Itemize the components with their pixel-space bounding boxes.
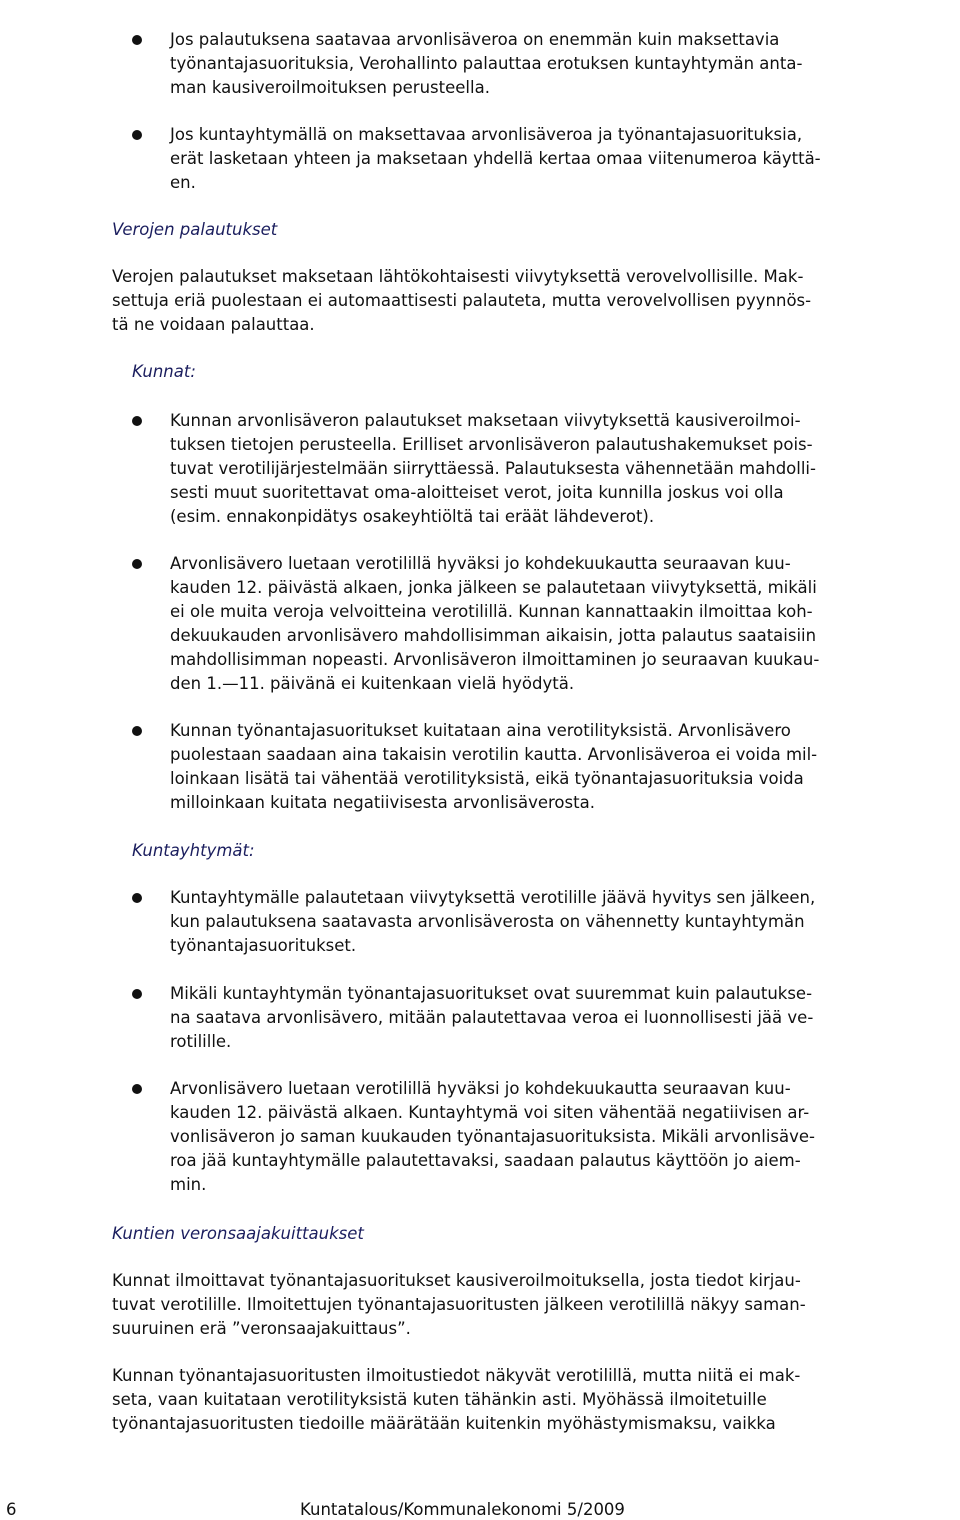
bullet-line: na saatava arvonlisävero, mitään palautettavaa veroa ei luonnollisesti jää ve- [170,1008,814,1027]
bullet-line: vonlisäveron jo saman kuukauden työnantajasuorituksista. Mikäli arvonlisäve- [170,1127,816,1146]
bullet-line: tuvat verotilijärjestelmään siirryttäessä. Palautuksesta vähennetään mahdolli- [170,459,816,478]
bullet-icon [132,130,142,140]
bullet-line: milloinkaan kuitata negatiivisesta arvonlisäverosta. [170,793,595,812]
paragraph-line: seta, vaan kuitataan verotilityksistä kuten tähänkin asti. Myöhässä ilmoitetuille [112,1390,767,1409]
subsection-heading: Kunnat: [132,362,196,381]
bullet-icon [132,726,142,736]
paragraph-line: työnantajasuoritusten tiedoille määrätään kuitenkin myöhästymismaksu, vaikka [112,1414,776,1433]
bullet-line: loinkaan lisätä tai vähentää verotilityksistä, eikä työnantajasuorituksia voida [170,769,804,788]
subsection-heading: Kuntayhtymät: [132,841,255,860]
bullet-line: sesti muut suoritettavat oma-aloitteiset verot, joita kunnilla joskus voi olla [170,483,784,502]
bullet-line: Kuntayhtymälle palautetaan viivytyksettä verotilille jäävä hyvitys sen jälkeen, [170,888,816,907]
bullet-icon [132,559,142,569]
publication-footer: Kuntatalous/Kommunalekonomi 5/2009 [300,1500,625,1519]
bullet-line: den 1.—11. päivänä ei kuitenkaan vielä hyödytä. [170,674,575,693]
paragraph-line: settuja eriä puolestaan ei automaattisesti palauteta, mutta verovelvollisen pyynnös- [112,291,812,310]
bullet-line: min. [170,1175,207,1194]
bullet-line: kauden 12. päivästä alkaen. Kuntayhtymä voi siten vähentää negatiivisen ar- [170,1103,810,1122]
bullet-line: dekuukauden arvonlisävero mahdollisimman aikaisin, jotta palautus saataisiin [170,626,817,645]
bullet-icon [132,35,142,45]
bullet-line: Jos kuntayhtymällä on maksettavaa arvonlisäveroa ja työnantajasuorituksia, [170,125,803,144]
bullet-line: roa jää kuntayhtymälle palautettavaksi, saadaan palautus käyttöön jo aiem- [170,1151,801,1170]
bullet-line: en. [170,173,196,192]
bullet-line: ei ole muita veroja velvoitteina verotilillä. Kunnan kannattaakin ilmoittaa koh- [170,602,813,621]
bullet-line: Kunnan arvonlisäveron palautukset maksetaan viivytyksettä kausiveroilmoi- [170,411,801,430]
bullet-icon [132,893,142,903]
paragraph-line: Kunnan työnantajasuoritusten ilmoitustiedot näkyvät verotilillä, mutta niitä ei mak- [112,1366,801,1385]
bullet-icon [132,1084,142,1094]
bullet-line: mahdollisimman nopeasti. Arvonlisäveron ilmoittaminen jo seuraavan kuukau- [170,650,820,669]
bullet-line: man kausiveroilmoituksen perusteella. [170,78,490,97]
bullet-line: kun palautuksena saatavasta arvonlisäverosta on vähennetty kuntayhtymän [170,912,805,931]
bullet-line: puolestaan saadaan aina takaisin verotilin kautta. Arvonlisäveroa ei voida mil- [170,745,818,764]
paragraph-line: suuruinen erä ”veronsaajakuittaus”. [112,1319,411,1338]
bullet-line: Arvonlisävero luetaan verotilillä hyväksi jo kohdekuukautta seuraavan kuu- [170,554,791,573]
bullet-line: Kunnan työnantajasuoritukset kuitataan aina verotilityksistä. Arvonlisävero [170,721,791,740]
bullet-line: Jos palautuksena saatavaa arvonlisäveroa on enemmän kuin maksettavia [170,30,780,49]
bullet-line: erät lasketaan yhteen ja maksetaan yhdellä kertaa omaa viitenumeroa käyttä- [170,149,821,168]
bullet-icon [132,416,142,426]
bullet-line: (esim. ennakonpidätys osakeyhtiöltä tai eräät lähdeverot). [170,507,655,526]
page-number: 6 [6,1500,17,1519]
bullet-line: Arvonlisävero luetaan verotilillä hyväksi jo kohdekuukautta seuraavan kuu- [170,1079,791,1098]
bullet-line: rotilille. [170,1032,232,1051]
bullet-line: tuksen tietojen perusteella. Erilliset arvonlisäveron palautushakemukset pois- [170,435,813,454]
section-heading: Verojen palautukset [112,220,278,239]
paragraph-line: Verojen palautukset maksetaan lähtökohtaisesti viivytyksettä verovelvollisille. Mak- [112,267,804,286]
bullet-line: Mikäli kuntayhtymän työnantajasuoritukset ovat suuremmat kuin palautukse- [170,984,813,1003]
bullet-line: työnantajasuoritukset. [170,936,357,955]
paragraph-line: tuvat verotilille. Ilmoitettujen työnantajasuoritusten jälkeen verotilillä näkyy saman- [112,1295,806,1314]
paragraph-line: Kunnat ilmoittavat työnantajasuoritukset kausiveroilmoituksella, josta tiedot kirjau- [112,1271,801,1290]
bullet-icon [132,989,142,999]
bullet-line: työnantajasuorituksia, Verohallinto palauttaa erotuksen kuntayhtymän anta- [170,54,803,73]
paragraph-line: tä ne voidaan palauttaa. [112,315,315,334]
bullet-line: kauden 12. päivästä alkaen, jonka jälkeen se palautetaan viivytyksettä, mikäli [170,578,817,597]
section-heading: Kuntien veronsaajakuittaukset [112,1224,364,1243]
